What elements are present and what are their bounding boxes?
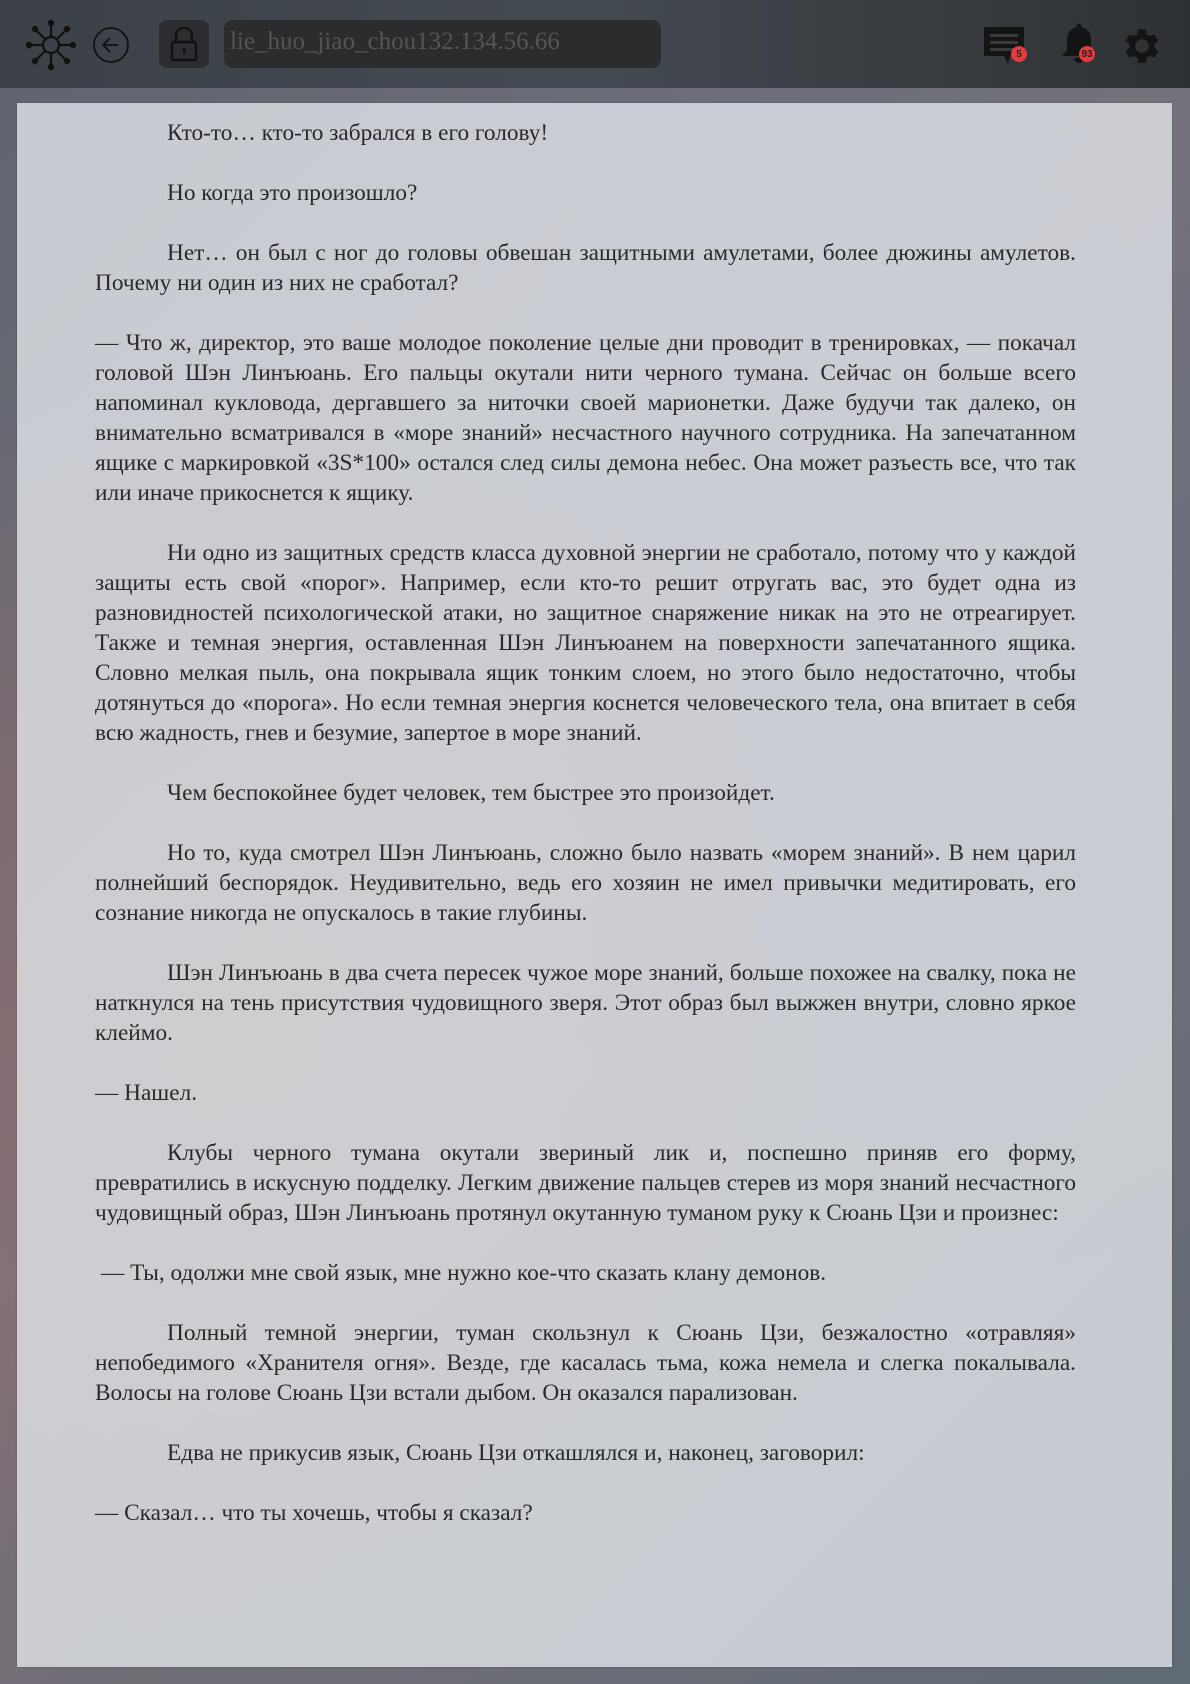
paragraph: — Что ж, директор, это ваше молодое поколение целые дни проводит в тренировках, — покачал головой Шэн Линъюань. Его пальцы окутали нити черного тумана. Сейчас он больше всего напоминал кукловода, дергавшего за ниточки своей марионетки. Даже будучи так далеко, он внимательно всматривался в «море знаний» несчастного научного сотрудника. На запечатанном ящике с маркировкой «3S*100» остался след силы демона небес. Она может разъесть все, что так или иначе прикоснется к ящику.: [95, 330, 1076, 506]
paragraph: Клубы черного тумана окутали звериный лик и, поспешно приняв его форму, превратились в искусную подделку. Легким движение пальцев стерев из моря знаний несчастного чудовищный образ, Шэн Линъюань протянул окутанную туманом руку к Сюань Цзи и произнес:: [95, 1140, 1076, 1226]
network-hub-icon[interactable]: [24, 18, 78, 72]
bell-icon: [1056, 22, 1102, 68]
notifications-badge: 93: [1079, 46, 1095, 62]
paragraph: Но когда это произошло?: [167, 180, 418, 206]
paragraph: Кто-то… кто-то забрался в его голову!: [167, 120, 549, 146]
settings-button[interactable]: [1118, 22, 1166, 70]
messages-badge: 5: [1011, 46, 1027, 62]
gear-icon: [1119, 23, 1165, 69]
paragraph: Ни одно из защитных средств класса духовной энергии не сработало, потому что у каждой защиты есть свой «порог». Например, если кто-то решит отругать вас, это будет одна из разновидностей психологической атаки, но защитное снаряжение никак на это не отреагирует. Также и темная энергия, оставленная Шэн Линъюанем на поверхности запечатанного ящика. Словно мелкая пыль, она покрывала ящик тонким слоем, но этого было недостаточно, чтобы дотянуться до «порога». Но если темная энергия коснется человеческого тела, она впитает в себя всю жадность, гнев и безумие, запертое в море знаний.: [95, 540, 1076, 746]
back-button[interactable]: [92, 26, 130, 64]
paragraph: — Ты, одолжи мне свой язык, мне нужно кое-что сказать клану демонов.: [101, 1260, 827, 1286]
paragraph: Шэн Линъюань в два счета пересек чужое море знаний, больше похожее на свалку, пока не наткнулся на тень присутствия чудовищного зверя. Этот образ был выжжен внутри, словно яркое клеймо.: [95, 960, 1076, 1046]
lock-button[interactable]: [159, 20, 209, 68]
paragraph: — Нашел.: [95, 1080, 198, 1106]
paragraph: — Сказал… что ты хочешь, чтобы я сказал?: [95, 1500, 533, 1526]
paragraph: Полный темной энергии, туман скользнул к Сюань Цзи, безжалостно «отравляя» непобедимого «Хранителя огня». Везде, где касалась тьма, кожа немела и слегка покалывала. Волосы на голове Сюань Цзи встали дыбом. Он оказался парализован.: [95, 1320, 1076, 1406]
url-text: lie_huo_jiao_chou132.134.56.66: [230, 28, 560, 55]
chapter-text: [95, 118, 1076, 1558]
address-bar[interactable]: [224, 20, 661, 68]
paragraph: Но то, куда смотрел Шэн Линъюань, сложно было назвать «морем знаний». В нем царил полнейший беспорядок. Неудивительно, ведь его хозяин не имел привычки медитировать, его сознание никогда не опускалось в такие глубины.: [95, 840, 1076, 926]
top-bar: [0, 0, 1190, 88]
back-arrow-icon: [92, 26, 130, 64]
paragraph: Чем беспокойнее будет человек, тем быстрее это произойдет.: [167, 780, 775, 806]
paragraph: Едва не прикусив язык, Сюань Цзи откашлялся и, наконец, заговорил:: [167, 1440, 865, 1466]
paragraph: Нет… он был с ног до головы обвешан защитными амулетами, более дюжины амулетов. Почему ни один из них не сработал?: [95, 240, 1076, 296]
notifications-button[interactable]: [1056, 22, 1102, 68]
lock-icon: [167, 26, 201, 62]
